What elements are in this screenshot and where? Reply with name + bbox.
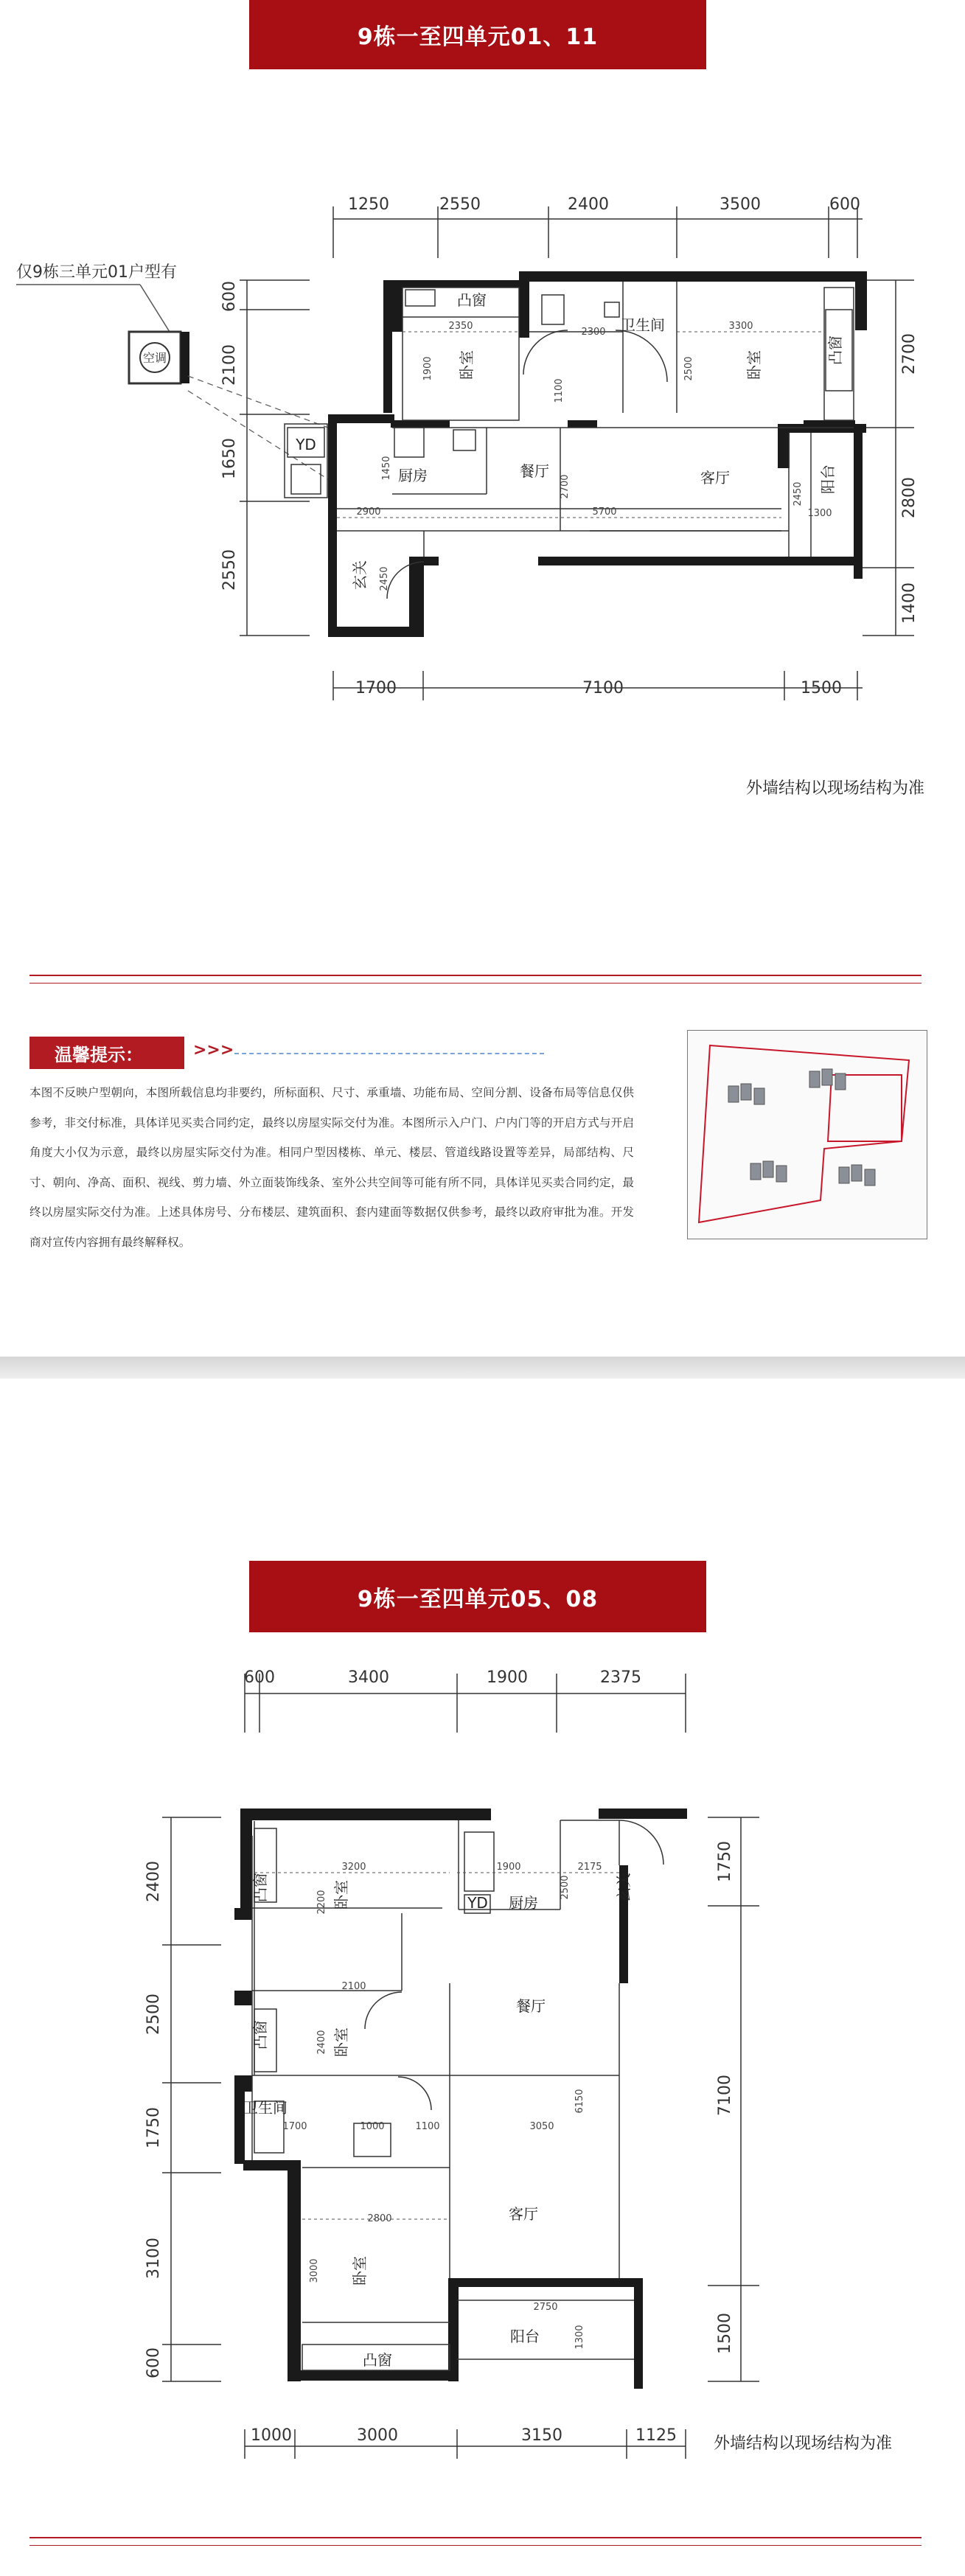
p2-room-bath: 卫生间	[243, 2099, 288, 2117]
site-plan-map	[687, 1030, 927, 1239]
idim-12: 1300	[807, 508, 832, 519]
p2-idim-7: 2400	[316, 2030, 327, 2055]
room-bath: 卫生间	[621, 316, 665, 334]
dim-left-4: 2550	[220, 549, 239, 591]
p2-dim-left-3: 1750	[144, 2107, 163, 2148]
idim-4: 3300	[728, 321, 753, 332]
p2-idim-14: 3000	[309, 2258, 320, 2283]
dim-right-1: 2700	[900, 333, 919, 375]
room-yd: YD	[296, 436, 316, 453]
plan2-title: 9栋一至四单元05、08	[249, 1561, 706, 1632]
idim-5: 2500	[683, 356, 694, 381]
room-living: 客厅	[700, 469, 730, 487]
plan2-ext-note: 外墙结构以现场结构为准	[714, 2434, 893, 2453]
p2-idim-4: 2200	[316, 1890, 327, 1915]
idim-10: 5700	[592, 507, 617, 518]
idim-2: 1900	[422, 356, 433, 381]
room-entry: 玄关	[351, 560, 369, 590]
dim-top-2: 2550	[439, 195, 481, 214]
p2-idim-12: 6150	[574, 2089, 585, 2114]
p2-room-kitchen: 厨房	[509, 1894, 538, 1912]
p2-room-bay-c: 凸窗	[363, 2351, 392, 2369]
ac-unit-icon	[129, 332, 189, 383]
divider-thin	[29, 983, 922, 984]
section-separator	[0, 1357, 965, 1379]
room-bay-a: 凸窗	[457, 291, 487, 309]
dim-left-2: 2100	[220, 344, 239, 386]
p2-idim-9: 1000	[360, 2121, 385, 2132]
p2-idim-16: 1300	[574, 2325, 585, 2350]
p2-idim-10: 1100	[415, 2121, 440, 2132]
p2-dim-bottom-3: 3150	[521, 2426, 562, 2445]
idim-6: 1100	[554, 378, 565, 403]
dim-top-4: 3500	[720, 195, 761, 214]
tips-text: 本图不反映户型朝向，本图所载信息均非要约，所标面积、尺寸、承重墙、功能布局、空间分割、设备布局等信息仅供参考，非交付标准，具体详见买卖合同约定，最终以房屋实际交付为准。本图所示入户门、户内门等的开启方式与开启角度大小仅为示意，最终以房屋实际交付为准。相同户型因楼栋、单元、楼层、管道线路设置等差异，局部结构、尺寸、朝向、净高、面积、视线、剪力墙、外立面装饰线条、室外公共空间等可能有所不同，具体详见买卖合同约定，最终以房屋实际交付为准。上述具体房号、分布楼层、建筑面积、套内建面等数据仅供参考，最终以政府审批为准。开发商对宣传内容拥有最终解释权。	[29, 1086, 634, 1249]
idim-8: 2700	[560, 474, 571, 499]
p2-room-bay-a: 凸窗	[251, 1873, 269, 1902]
room-balcony: 阳台	[819, 464, 837, 494]
p2-dim-right-2: 7100	[716, 2075, 734, 2116]
p2-room-entry: 玄关	[615, 1873, 633, 1902]
room-dining: 餐厅	[520, 462, 549, 480]
p2-dim-right-1: 1750	[716, 1841, 734, 1882]
p2-dim-bottom-2: 3000	[357, 2426, 398, 2445]
ac-label: 空调	[142, 351, 167, 365]
idim-3: 2300	[581, 327, 606, 338]
p2-idim-5: 2500	[560, 1875, 571, 1900]
plan1-ext-note: 外墙结构以现场结构为准	[746, 779, 925, 798]
p2-dim-left-4: 3100	[144, 2238, 163, 2279]
dim-bottom-1: 1700	[355, 679, 397, 697]
room-kitchen: 厨房	[398, 467, 428, 484]
idim-7: 1450	[381, 456, 392, 481]
p2-idim-1: 3200	[341, 1862, 366, 1873]
dim-bottom-2: 7100	[582, 679, 624, 697]
idim-9: 2900	[356, 507, 381, 518]
p2-room-yd: YD	[467, 1894, 488, 1912]
p2-dim-left-2: 2500	[144, 1994, 163, 2035]
room-bay-b: 凸窗	[826, 335, 844, 365]
p2-room-living: 客厅	[509, 2205, 538, 2223]
dim-left-1: 600	[220, 281, 239, 312]
tips-dash-line	[234, 1053, 544, 1054]
dim-right-3: 1400	[900, 582, 919, 624]
p2-idim-15: 2750	[533, 2302, 558, 2313]
divider	[29, 975, 922, 976]
p2-room-balcony: 阳台	[510, 2328, 540, 2345]
p2-room-bedroom-a: 卧室	[332, 1880, 350, 1910]
p2-dim-left-1: 2400	[144, 1861, 163, 1902]
p2-idim-6: 2100	[341, 1981, 366, 1992]
p2-idim-3: 2175	[577, 1862, 602, 1873]
p2-dim-left-5: 600	[144, 2347, 163, 2378]
dim-top-3: 2400	[568, 195, 609, 214]
p2-idim-11: 3050	[529, 2121, 554, 2132]
p2-dim-bottom-4: 1125	[635, 2426, 677, 2445]
dim-left-3: 1650	[220, 438, 239, 479]
p2-dim-right-3: 1500	[716, 2313, 734, 2354]
dim-bottom-3: 1500	[801, 679, 842, 697]
bottom-divider	[29, 2537, 922, 2538]
p2-dim-top-1: 600	[244, 1668, 275, 1687]
bottom-divider-thin	[29, 2545, 922, 2546]
p2-idim-13: 2800	[367, 2213, 392, 2224]
p2-room-dining: 餐厅	[516, 1997, 546, 2015]
p2-idim-8: 1700	[282, 2121, 307, 2132]
p2-room-bedroom-c: 卧室	[351, 2256, 369, 2286]
callout-note: 仅9栋三单元01户型有	[16, 263, 177, 282]
plan1-title: 9栋一至四单元01、11	[249, 0, 706, 69]
p2-idim-2: 1900	[496, 1862, 521, 1873]
tips-label: 温馨提示：	[29, 1037, 184, 1069]
p2-room-bay-b: 凸窗	[251, 2020, 269, 2050]
idim-11: 2450	[792, 481, 804, 507]
dim-top-5: 600	[829, 195, 860, 214]
floor-plan-1	[0, 184, 965, 715]
p2-dim-bottom-1: 1000	[251, 2426, 292, 2445]
idim-13: 2450	[379, 566, 390, 591]
p2-dim-top-2: 3400	[348, 1668, 389, 1687]
p2-room-bedroom-b: 卧室	[332, 2027, 350, 2057]
dim-top-1: 1250	[348, 195, 389, 214]
floor-plan-2	[0, 1651, 965, 2470]
p2-dim-top-3: 1900	[487, 1668, 528, 1687]
p2-dim-top-4: 2375	[600, 1668, 641, 1687]
room-bedroom-b: 卧室	[745, 350, 763, 380]
idim-1: 2350	[448, 321, 473, 332]
tips-arrows: >>>	[193, 1041, 234, 1059]
dim-right-2: 2800	[900, 477, 919, 518]
room-bedroom-a: 卧室	[458, 350, 475, 380]
